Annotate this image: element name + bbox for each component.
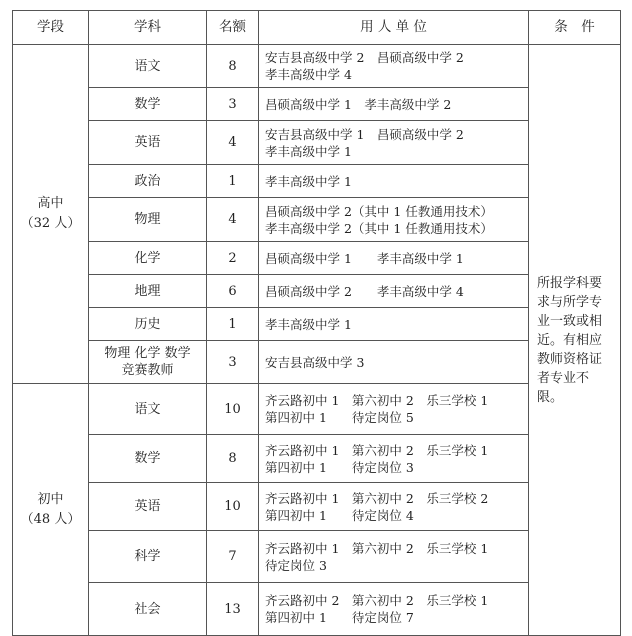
header-subject: 学科 xyxy=(89,11,207,45)
subject-cell: 科学 xyxy=(89,531,207,583)
header-stage: 学段 xyxy=(13,11,89,45)
subject-cell: 英语 xyxy=(89,483,207,531)
recruitment-table xyxy=(12,10,621,636)
units-cell: 安吉县高级中学 2 昌硕高级中学 2 孝丰高级中学 4 xyxy=(259,45,529,88)
quota-cell: 7 xyxy=(207,531,259,583)
stage-name: 初中 xyxy=(37,491,64,507)
stage-count: （32 人） xyxy=(20,216,81,231)
units-cell: 昌硕高级中学 2（其中 1 任教通用技术） 孝丰高级中学 2（其中 1 任教通用技术） xyxy=(259,198,529,242)
units-cell: 孝丰高级中学 1 xyxy=(259,308,529,341)
quota-cell: 10 xyxy=(207,483,259,531)
quota-cell: 8 xyxy=(207,45,259,88)
units-cell: 齐云路初中 1 第六初中 2 乐三学校 1 第四初中 1 待定岗位 5 xyxy=(259,384,529,435)
subject-cell: 英语 xyxy=(89,121,207,165)
quota-cell: 6 xyxy=(207,275,259,308)
subject-cell: 语文 xyxy=(89,45,207,88)
quota-cell: 1 xyxy=(207,165,259,198)
condition-cell: 所报学科要求与所学专业一致或相近。有相应教师资格证者专业不限。 xyxy=(529,45,621,636)
subject-cell: 数学 xyxy=(89,88,207,121)
stage-cell xyxy=(13,45,89,384)
quota-cell: 1 xyxy=(207,308,259,341)
header-units: 用 人 单 位 xyxy=(259,11,529,45)
units-cell: 齐云路初中 1 第六初中 2 乐三学校 2 第四初中 1 待定岗位 4 xyxy=(259,483,529,531)
quota-cell: 4 xyxy=(207,121,259,165)
header-condition: 条 件 xyxy=(529,11,621,45)
subject-cell: 社会 xyxy=(89,583,207,636)
table-row xyxy=(13,45,621,88)
stage-cell xyxy=(13,384,89,636)
subject-cell: 数学 xyxy=(89,435,207,483)
subject-cell: 化学 xyxy=(89,242,207,275)
units-cell: 昌硕高级中学 2 孝丰高级中学 4 xyxy=(259,275,529,308)
header-quota: 名额 xyxy=(207,11,259,45)
subject-cell: 物理 xyxy=(89,198,207,242)
units-cell: 齐云路初中 1 第六初中 2 乐三学校 1 待定岗位 3 xyxy=(259,531,529,583)
subject-cell: 历史 xyxy=(89,308,207,341)
units-cell: 孝丰高级中学 1 xyxy=(259,165,529,198)
subject-cell: 政治 xyxy=(89,165,207,198)
units-cell: 昌硕高级中学 1 孝丰高级中学 2 xyxy=(259,88,529,121)
stage-name: 高中 xyxy=(37,196,64,211)
subject-cell: 语文 xyxy=(89,384,207,435)
units-cell: 齐云路初中 1 第六初中 2 乐三学校 1 第四初中 1 待定岗位 3 xyxy=(259,435,529,483)
subject-cell: 地理 xyxy=(89,275,207,308)
quota-cell: 3 xyxy=(207,341,259,384)
quota-cell: 3 xyxy=(207,88,259,121)
quota-cell: 10 xyxy=(207,384,259,435)
subject-cell: 物理 化学 数学 竞赛教师 xyxy=(89,341,207,384)
quota-cell: 8 xyxy=(207,435,259,483)
header-row xyxy=(13,11,621,45)
units-cell: 昌硕高级中学 1 孝丰高级中学 1 xyxy=(259,242,529,275)
quota-cell: 4 xyxy=(207,198,259,242)
quota-cell: 2 xyxy=(207,242,259,275)
units-cell: 安吉县高级中学 1 昌硕高级中学 2 孝丰高级中学 1 xyxy=(259,121,529,165)
units-cell: 安吉县高级中学 3 xyxy=(259,341,529,384)
stage-count: （48 人） xyxy=(20,511,81,527)
units-cell: 齐云路初中 2 第六初中 2 乐三学校 1 第四初中 1 待定岗位 7 xyxy=(259,583,529,636)
quota-cell: 13 xyxy=(207,583,259,636)
